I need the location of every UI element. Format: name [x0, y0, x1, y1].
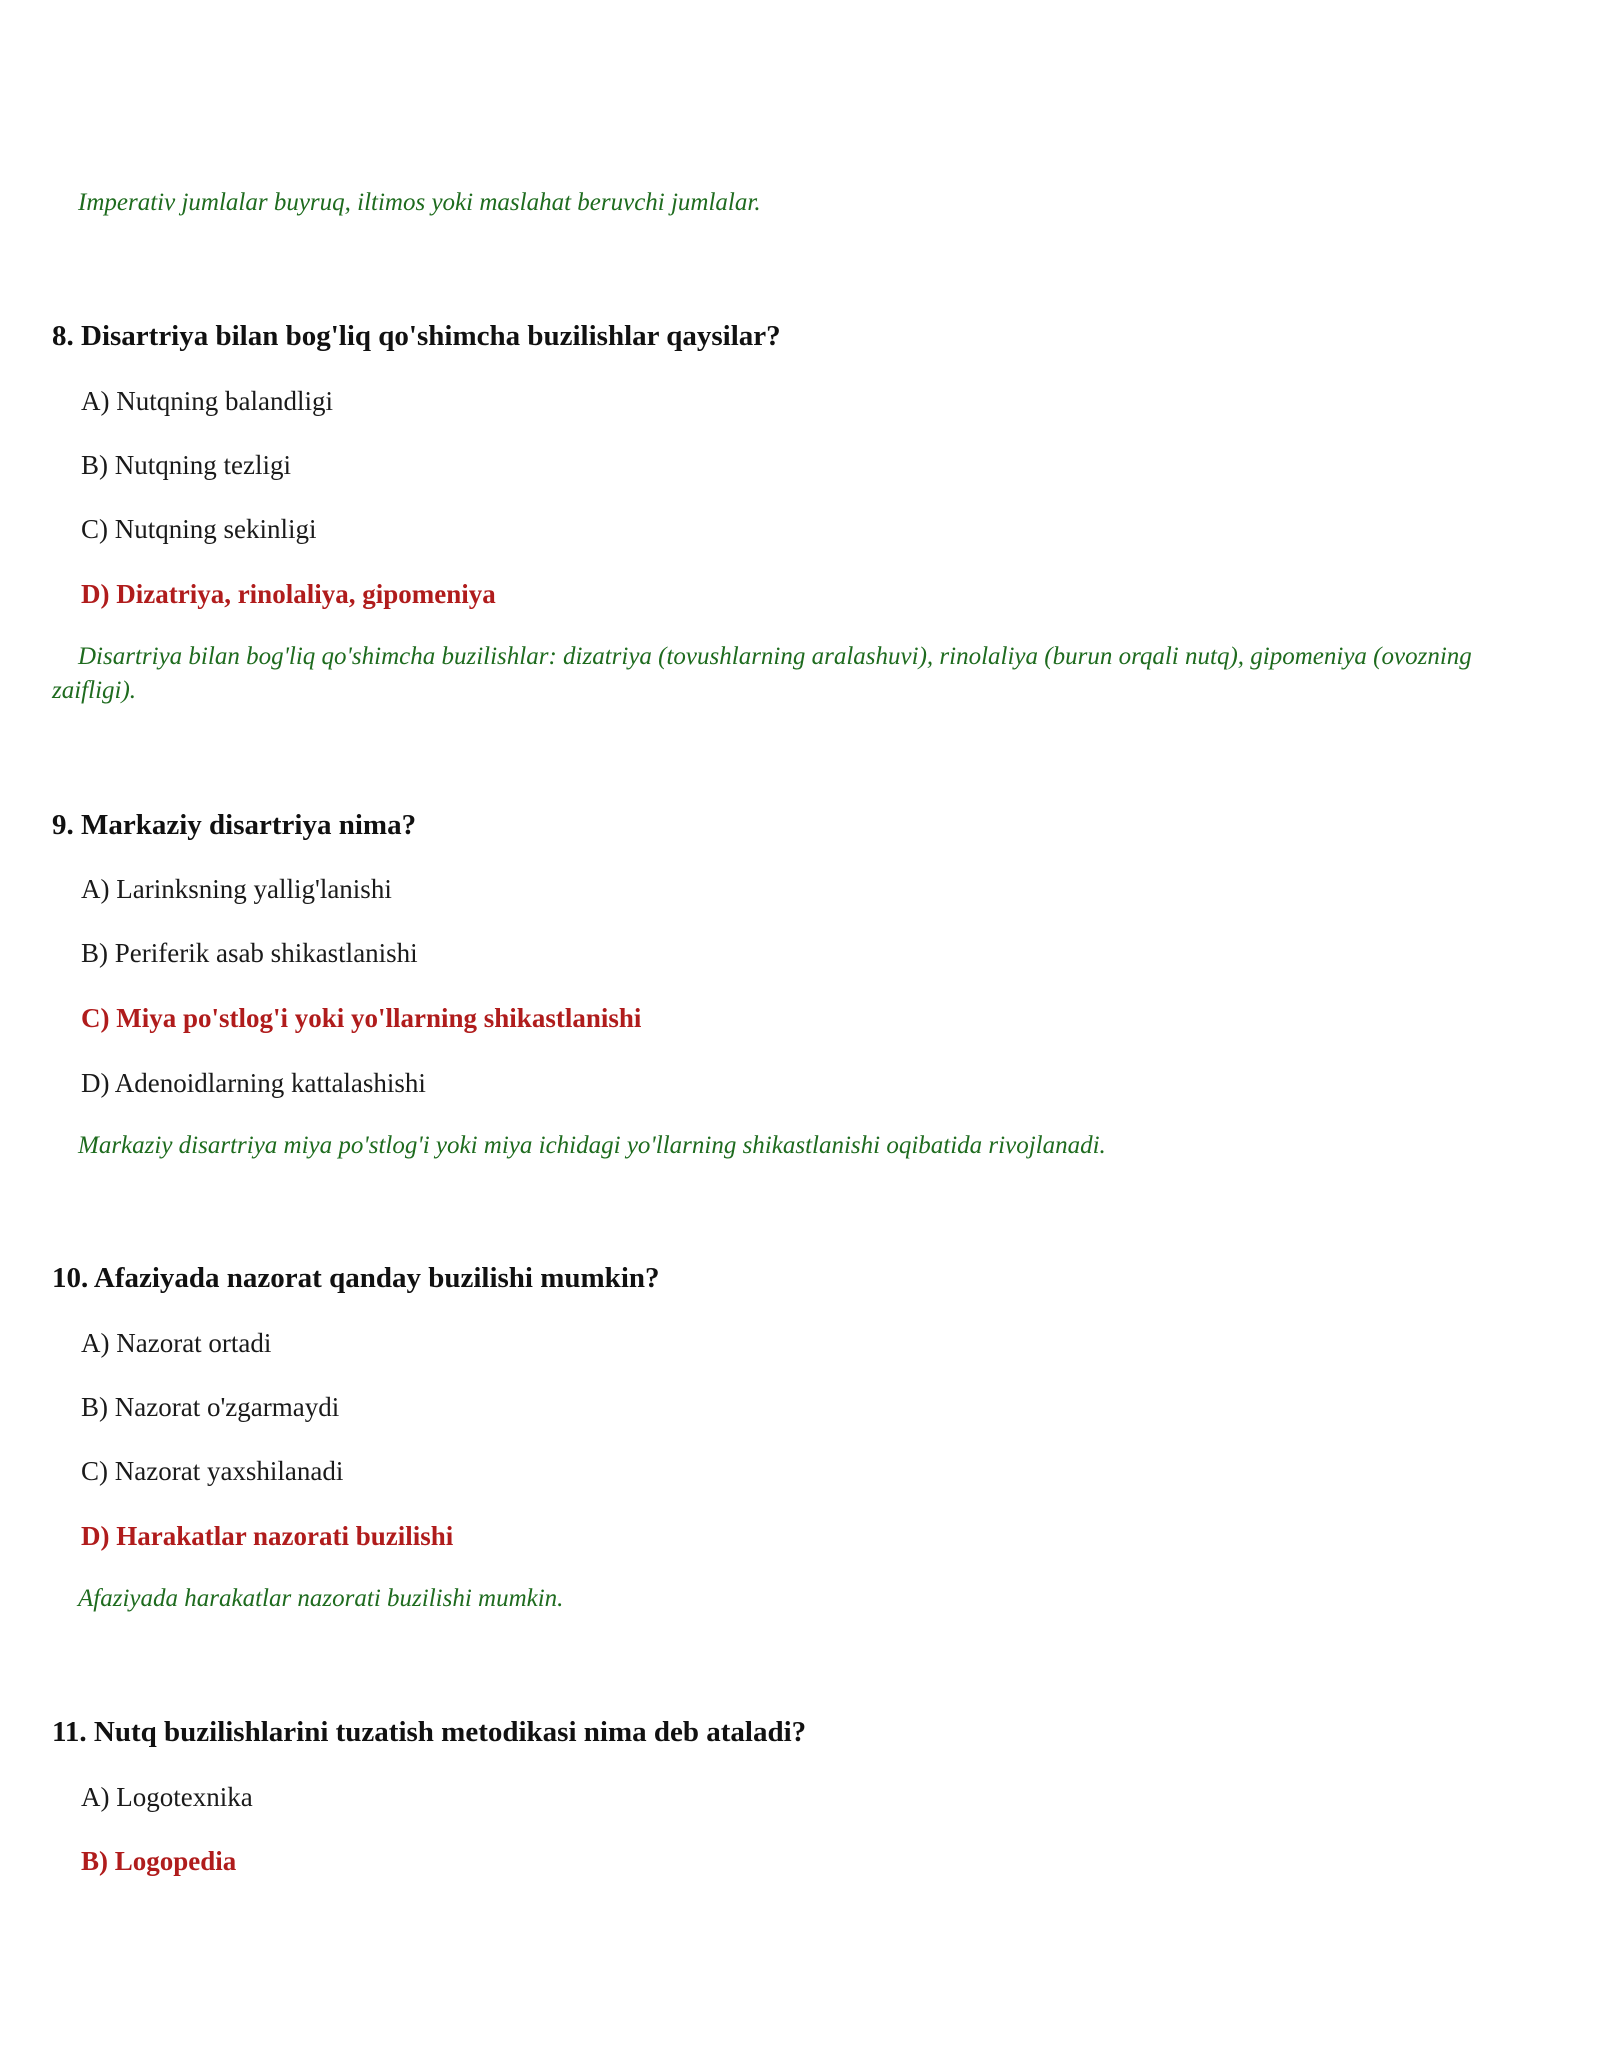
q9-option-b: B) Periferik asab shikastlanishi: [81, 938, 418, 968]
q11-option-a: A) Logotexnika: [81, 1782, 253, 1812]
q10-option-d-correct: D) Harakatlar nazorati buzilishi: [81, 1521, 454, 1551]
q9-option-d: D) Adenoidlarning kattalashishi: [81, 1068, 426, 1098]
q11-option-b-correct: B) Logopedia: [81, 1846, 237, 1876]
q8-option-d-correct: D) Dizatriya, rinolaliya, gipomeniya: [81, 579, 496, 609]
q8-option-b: B) Nutqning tezligi: [81, 450, 291, 480]
q8-option-c: C) Nutqning sekinligi: [81, 514, 317, 544]
q10-option-a: A) Nazorat ortadi: [81, 1328, 272, 1358]
q10-option-b: B) Nazorat o'zgarmaydi: [81, 1392, 340, 1422]
q9-option-a: A) Larinksning yallig'lanishi: [81, 874, 392, 904]
question-10-text: 10. Afaziyada nazorat qanday buzilishi mumkin?: [52, 1262, 660, 1294]
q8-option-a: A) Nutqning balandligi: [81, 386, 333, 416]
q9-option-c-correct: C) Miya po'stlog'i yoki yo'llarning shikastlanishi: [81, 1003, 642, 1033]
question-11-text: 11. Nutq buzilishlarini tuzatish metodikasi nima deb ataladi?: [52, 1716, 807, 1748]
q10-option-c: C) Nazorat yaxshilanadi: [81, 1456, 344, 1486]
question-9-text: 9. Markaziy disartriya nima?: [52, 809, 417, 841]
q10-explanation: Afaziyada harakatlar nazorati buzilishi mumkin.: [78, 1585, 564, 1612]
q8-explanation: Disartriya bilan bog'liq qo'shimcha buzilishlar: dizatriya (tovushlarning aralashuvi), rinolaliya (burun orqali nutq), gipomeniya (ovozning zaifligi).: [52, 643, 1472, 704]
q9-explanation: Markaziy disartriya miya po'stlog'i yoki miya ichidagi yo'llarning shikastlanishi oqibatida rivojlanadi.: [78, 1132, 1106, 1159]
explanation-text: Imperativ jumlalar buyruq, iltimos yoki maslahat beruvchi jumlalar.: [78, 189, 761, 216]
question-8-text: 8. Disartriya bilan bog'liq qo'shimcha buzilishlar qaysilar?: [52, 320, 781, 352]
